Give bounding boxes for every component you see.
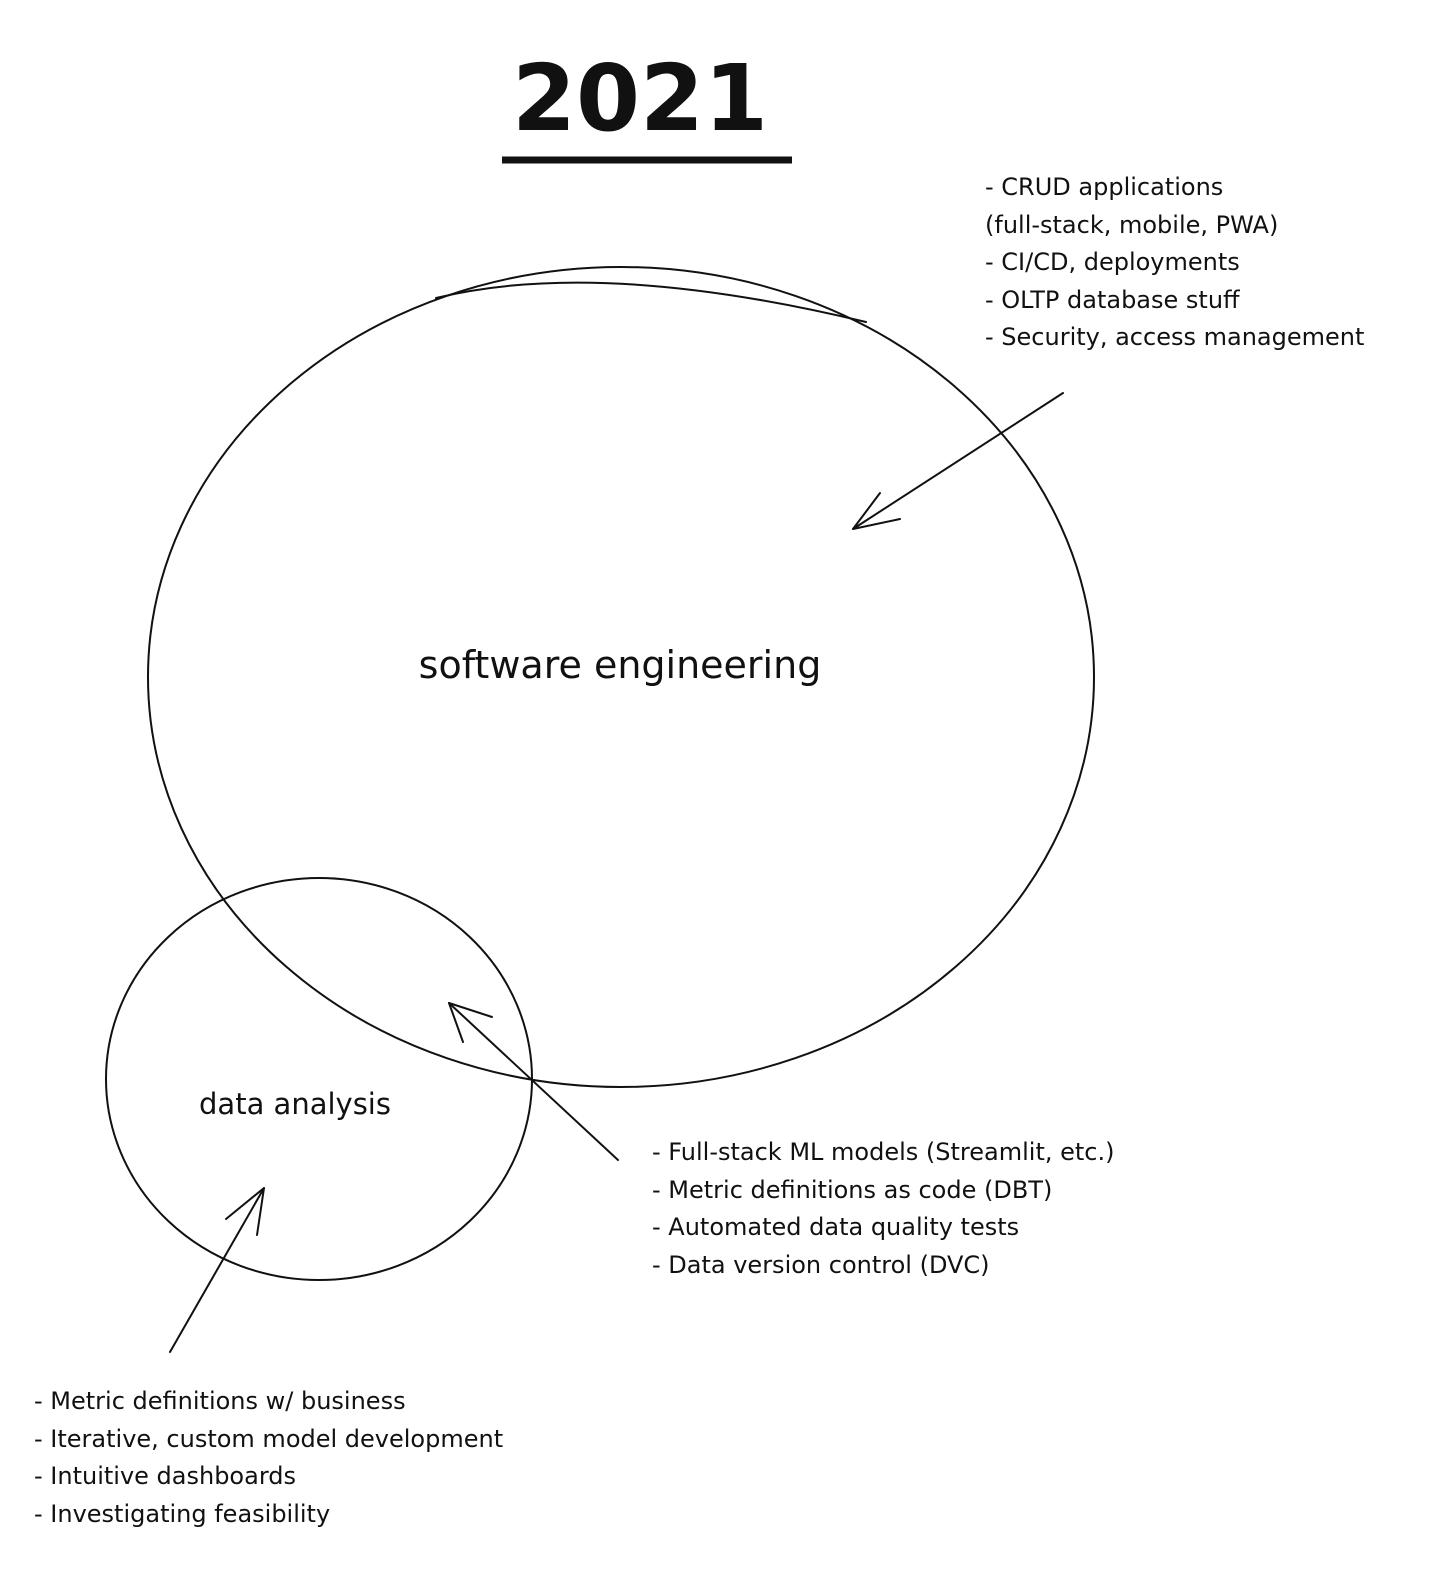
note-line: - Investigating feasibility	[34, 1499, 331, 1528]
note-line: - CRUD applications	[985, 173, 1224, 201]
data-analysis-circle	[106, 878, 532, 1280]
note-line: - Data version control (DVC)	[652, 1250, 990, 1279]
note-line: - Metric definitions w/ business	[34, 1387, 406, 1415]
note-line: - Iterative, custom model development	[34, 1424, 504, 1453]
note-line: - CI/CD, deployments	[985, 248, 1240, 276]
data-analysis-notes	[34, 1383, 503, 1533]
overlap-notes	[652, 1134, 1114, 1284]
diagram-title: 2021	[511, 45, 769, 152]
software-engineering-circle-sketch-stroke	[436, 283, 866, 322]
software-engineering-label: software engineering	[418, 643, 822, 687]
note-line: - Metric definitions as code (DBT)	[652, 1175, 1053, 1204]
note-line: (full-stack, mobile, PWA)	[985, 210, 1279, 239]
arrow-to-overlap	[449, 1003, 618, 1160]
software-engineering-notes	[985, 169, 1364, 357]
arrow-to-software-engineering	[853, 393, 1063, 529]
note-line: - Intuitive dashboards	[34, 1462, 297, 1490]
note-line: - Automated data quality tests	[652, 1213, 1020, 1241]
note-line: - Security, access management	[985, 323, 1365, 351]
note-line: - OLTP database stuff	[985, 285, 1240, 314]
note-line: - Full-stack ML models (Streamlit, etc.)	[652, 1138, 1115, 1166]
data-analysis-label: data analysis	[199, 1087, 391, 1121]
